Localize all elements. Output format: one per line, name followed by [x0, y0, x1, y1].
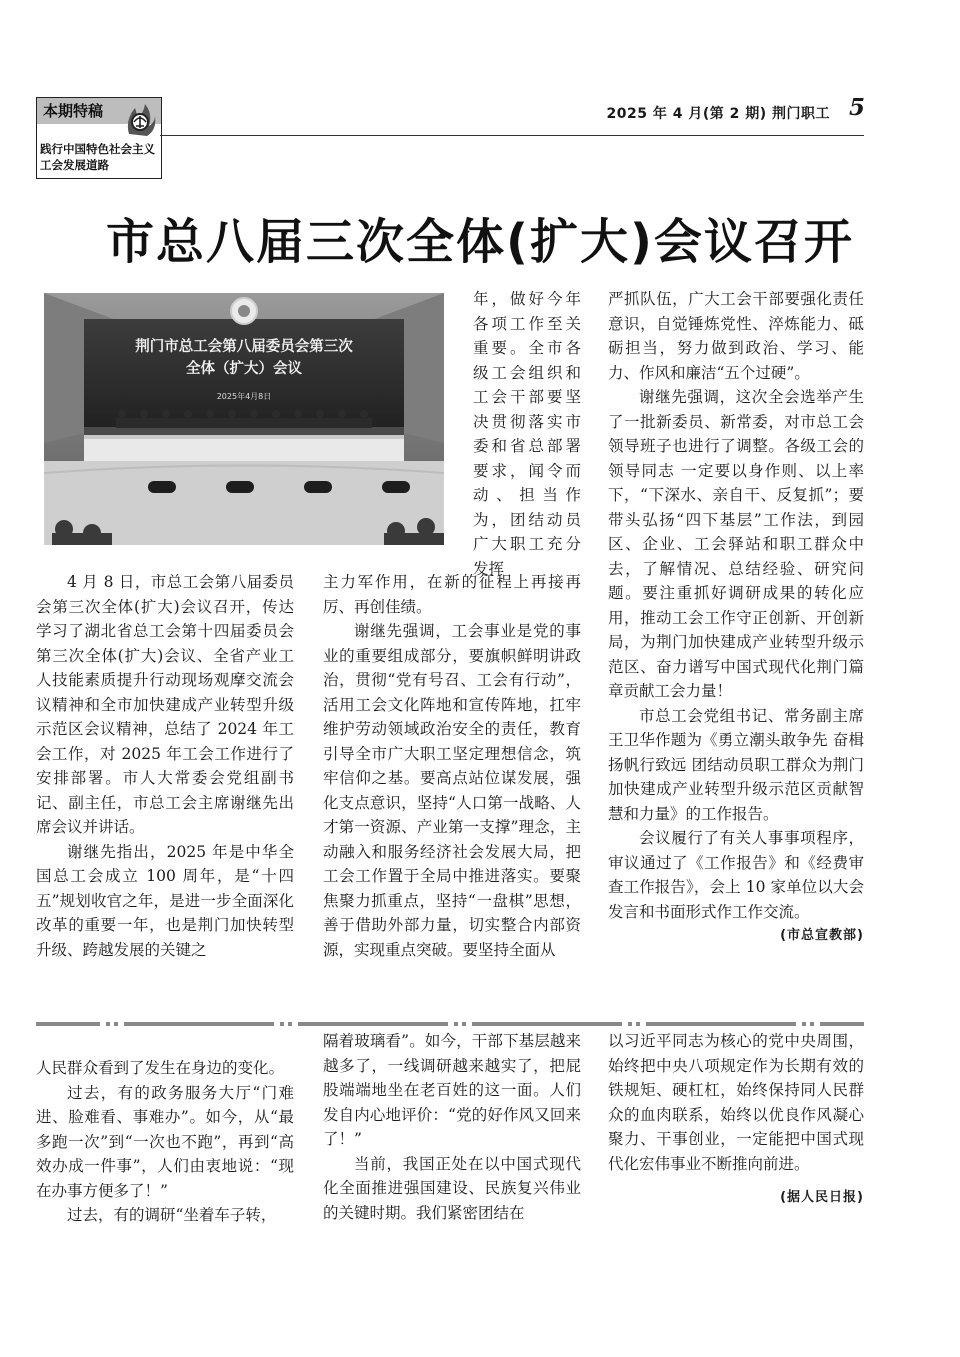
union-emblem-icon: [123, 100, 157, 140]
article-paragraph: 严抓队伍，广大工会干部要强化责任意识，自觉锤炼党性、淬炼能力、砥砺担当，努力做到政治、学习、能力、作风和廉洁“五个过硬”。: [608, 290, 864, 382]
article-paragraph: 市总工会党组书记、常务副主席王卫华作题为《勇立潮头敢争先 奋楫扬帆行致远 团结动员职工群众为荆门加快建成产业转型升级示范区贡献智慧和力量》的工作报告。: [608, 706, 864, 823]
article-paragraph: 主力军作用，在新的征程上再接再厉、再创佳绩。: [323, 573, 581, 616]
article-side-column: [473, 287, 581, 581]
badge-subtitle: 践行中国特色社会主义工会发展道路: [40, 142, 155, 172]
article-paragraph: 会议履行了有关人事事项程序，审议通过了《工作报告》和《经费审查工作报告》，会上 10 家单位以大会发言和书面形式作工作交流。: [608, 829, 864, 921]
article-paragraph: 当前，我国正处在以中国式现代化全面推进强国建设、民族复兴伟业的关键时期。我们紧密团结在: [323, 1154, 581, 1222]
article-paragraph: 人民群众看到了发生在身边的变化。: [36, 1059, 285, 1077]
meeting-photo: [44, 293, 444, 545]
page-number: 5: [848, 94, 865, 121]
banner-line-2: 全体（扩大）会议: [186, 361, 302, 377]
article-column-1: [36, 570, 294, 962]
section-divider: [36, 1020, 864, 1028]
header-rule: [160, 135, 864, 136]
article-paragraph: 谢继先强调，这次全会选举产生了一批新委员、新常委，对市总工会领导班子也进行了调整。各级工会的领导同志 一定要以身作则、以上率下，“下深水、亲自干、反复抓”；要带头弘扬“四下基层”工作法，到园区、企业、工会驿站和职工群众中去，了解情况、总结经验、研究问题。要注重抓好调研成果的转化应用，推动工会工作守正创新、开创新局，为荆门加快建成产业转型升级示范区、奋力谱写中国式现代化荆门篇章贡献工会力量！: [608, 388, 864, 700]
article-paragraph: 过去，有的政务服务大厅“门难进、脸难看、事难办”。如今，从“最多跑一次”到“一次也不跑”，再到“高效办成一件事”，人们由衷地说：“现在办事方便多了！”: [36, 1083, 294, 1200]
meeting-photo-graphic: [44, 293, 444, 545]
lower-column-3: [608, 1029, 864, 1211]
article-paragraph: 以习近平同志为核心的党中央周围，始终把中央八项规定作为长期有效的铁规矩、硬杠杠，始终保持同人民群众的血肉联系，始终以优良作风凝心聚力、干事创业，一定能把中国式现代化宏伟事业不断推向前进。: [608, 1032, 864, 1173]
article-paragraph: 谢继先指出，2025 年是中华全国总工会成立 100 周年，是“十四五”规划收官之年，是进一步全面深化改革的重要一年，也是荆门加快转型升级、跨越发展的关键之: [36, 842, 294, 959]
article-paragraph: 谢继先强调，工会事业是党的事业的重要组成部分，要旗帜鲜明讲政治，贯彻“党有号召、工会有行动”，活用工会文化阵地和宣传阵地，扛牢维护劳动领域政治安全的责任，教育引导全市广大职工坚定理想信念，筑牢信仰之基。要高点站位谋发展，强化支点意识，坚持“人口第一战略、人才第一资源、产业第一支撑”理念，主动融入和服务经济社会发展大局，把工会工作置于全局中推进落实。要聚焦聚力抓重点，坚持“一盘棋”思想，善于借助外部力量，切实整合内部资源，实现重点突破。要坚持全面从: [323, 622, 581, 959]
column-badge: [36, 97, 162, 179]
banner-line-1: 荆门市总工会第八届委员会第三次: [135, 339, 353, 355]
article-column-3: [608, 287, 864, 949]
lower-byline: (据人民日报): [780, 1190, 864, 1205]
article-paragraph: 过去，有的调研“坐着车子转，: [67, 1206, 277, 1224]
lower-column-1: [36, 1056, 294, 1228]
article-paragraph: 隔着玻璃看”。如今，干部下基层越来越多了，一线调研越来越实了，把屁股端端地坐在老百姓的这一面。人们发自内心地评价：“党的好作风又回来了！”: [323, 1032, 581, 1148]
headline: 市总八届三次全体(扩大)会议召开: [106, 214, 854, 270]
banner-date: 2025年4月8日: [216, 392, 272, 401]
article-paragraph: 4 月 8 日，市总工会第八届委员会第三次全体(扩大)会议召开，传达学习了湖北省总工会第十四届委员会第三次全体(扩大)会议、全省产业工人技能素质提升行动现场观摩交流会议精神和全市加快建成产业转型升级示范区会议精神，总结了 2024 年工会工作，对 2025 年工会工作进行了安排部署。市人大常委会党组副书记、副主任，市总工会主席谢继先出席会议并讲话。: [36, 573, 294, 836]
issue-info: 2025 年 4 月(第 2 期) 荆门职工: [606, 106, 830, 122]
lower-column-2: [323, 1029, 581, 1225]
article-column-2: [323, 570, 581, 962]
article-byline: (市总宣教部): [780, 928, 864, 943]
badge-title: 本期特稿: [43, 102, 104, 120]
article-paragraph: 年，做好今年各项工作至关重要。全市各级工会组织和工会干部要坚决贯彻落实市委和省总部署要求，闻令而动、担当作为，团结动员广大职工充分发挥: [473, 290, 581, 578]
presidium-table: [84, 435, 404, 463]
